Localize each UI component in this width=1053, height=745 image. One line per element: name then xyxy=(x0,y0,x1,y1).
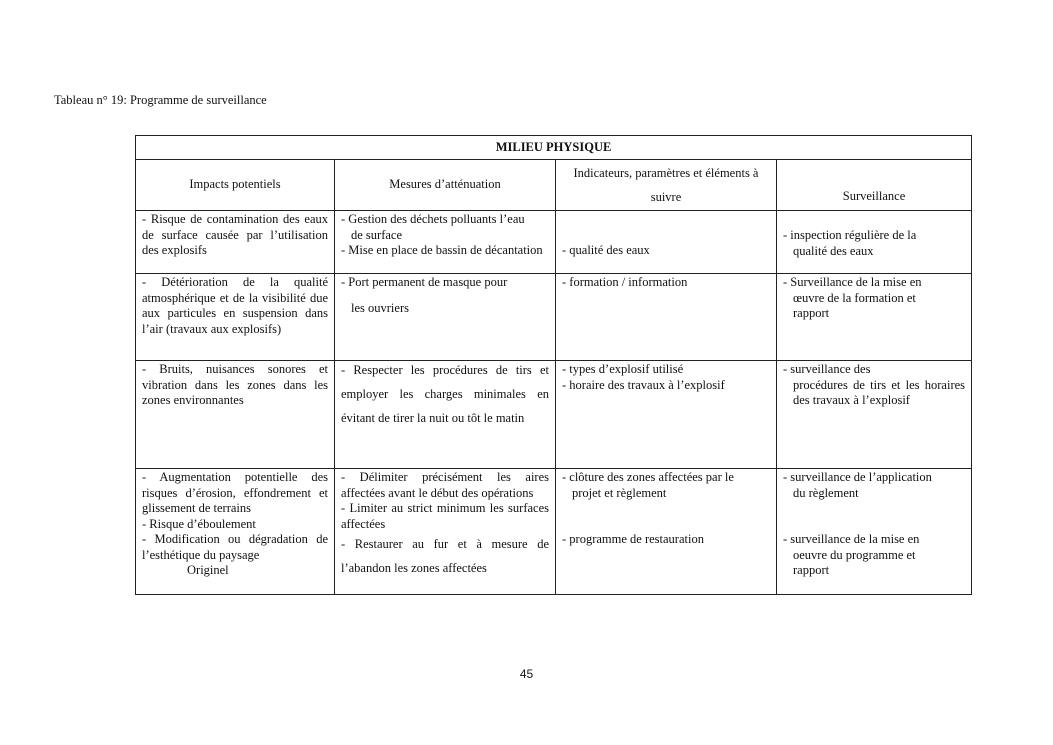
cell-text: rapport xyxy=(793,306,830,320)
cell-text: - Bruits, nuisances sonores et vibration dans les zones dans les zones environnantes xyxy=(142,362,328,407)
cell-impacts xyxy=(136,211,335,274)
cell-surveillance xyxy=(777,469,972,595)
cell-text: - surveillance des xyxy=(783,362,871,376)
cell-text: - Modification ou dégradation de l’esthétique du paysage xyxy=(142,532,328,562)
cell-text: Originel xyxy=(187,563,229,577)
cell-text: - Délimiter précisément les aires affectées avant le début des opérations xyxy=(341,470,549,500)
cell-text: - programme de restauration xyxy=(562,532,704,546)
cell-text: - types d’explosif utilisé xyxy=(562,362,684,376)
cell-text: - clôture des zones affectées par le xyxy=(562,470,734,484)
header-surveillance: Surveillance xyxy=(777,160,972,211)
cell-surveillance xyxy=(777,211,972,274)
cell-indicateurs xyxy=(556,469,777,595)
cell-text: - Surveillance de la mise en xyxy=(783,275,922,289)
cell-text: - Détérioration de la qualité atmosphérique et de la visibilité due aux particules en suspension dans l’air (travaux aux explosifs) xyxy=(142,275,328,336)
cell-text: - Mise en place de bassin de décantation xyxy=(341,243,543,257)
cell-text: - Risque de contamination des eaux de surface causée par l’utilisation des explosifs xyxy=(142,212,328,257)
cell-mesures xyxy=(335,274,556,361)
cell-indicateurs xyxy=(556,211,777,274)
cell-text: rapport xyxy=(793,563,830,577)
table-row xyxy=(136,361,972,469)
cell-text: - formation / information xyxy=(562,275,688,289)
cell-text: - Port permanent de masque pour xyxy=(341,275,508,289)
cell-text: oeuvre du programme et xyxy=(793,547,916,562)
cell-text: - Restaurer au fur et à mesure de l’abandon les zones affectées xyxy=(341,537,549,575)
cell-surveillance xyxy=(777,361,972,469)
cell-text: - Respecter les procédures de tirs et employer les charges minimales en évitant de tirer la nuit ou tôt le matin xyxy=(341,363,549,425)
cell-text: - Augmentation potentielle des risques d’érosion, effondrement et glissement de terrains xyxy=(142,470,328,515)
cell-surveillance xyxy=(777,274,972,361)
cell-mesures xyxy=(335,361,556,469)
cell-text: - surveillance de l’application xyxy=(783,470,932,484)
cell-text: de surface xyxy=(351,227,403,242)
cell-indicateurs xyxy=(556,361,777,469)
cell-text: œuvre de la formation et xyxy=(793,290,916,305)
cell-text: du règlement xyxy=(793,485,859,500)
monitoring-table xyxy=(135,135,972,595)
cell-text: - qualité des eaux xyxy=(562,243,650,257)
table-caption: Tableau n° 19: Programme de surveillance xyxy=(54,93,267,107)
cell-text: - Limiter au strict minimum les surfaces affectées xyxy=(341,501,549,531)
cell-text: procédures de tirs et les horaires des travaux à l’explosif xyxy=(793,377,966,407)
cell-text: les ouvriers xyxy=(351,300,409,315)
table-row xyxy=(136,274,972,361)
cell-text: - Gestion des déchets polluants l’eau xyxy=(341,212,525,226)
cell-text: - horaire des travaux à l’explosif xyxy=(562,377,725,392)
cell-indicateurs xyxy=(556,274,777,361)
cell-mesures xyxy=(335,211,556,274)
header-indicateurs: Indicateurs, paramètres et éléments à suivre xyxy=(556,160,777,211)
cell-text: - Risque d’éboulement xyxy=(142,516,256,531)
cell-impacts xyxy=(136,274,335,361)
table-row xyxy=(136,211,972,274)
cell-text: qualité des eaux xyxy=(793,243,874,258)
cell-text: projet et règlement xyxy=(572,485,667,500)
cell-impacts xyxy=(136,469,335,595)
header-mesures: Mesures d’atténuation xyxy=(335,160,556,211)
header-impacts: Impacts potentiels xyxy=(136,160,335,211)
table-row xyxy=(136,469,972,595)
cell-mesures xyxy=(335,469,556,595)
cell-impacts xyxy=(136,361,335,469)
cell-text: - inspection régulière de la xyxy=(783,228,917,242)
cell-text: - surveillance de la mise en xyxy=(783,532,920,546)
section-title: MILIEU PHYSIQUE xyxy=(136,136,972,160)
page-number: 45 xyxy=(519,667,534,681)
